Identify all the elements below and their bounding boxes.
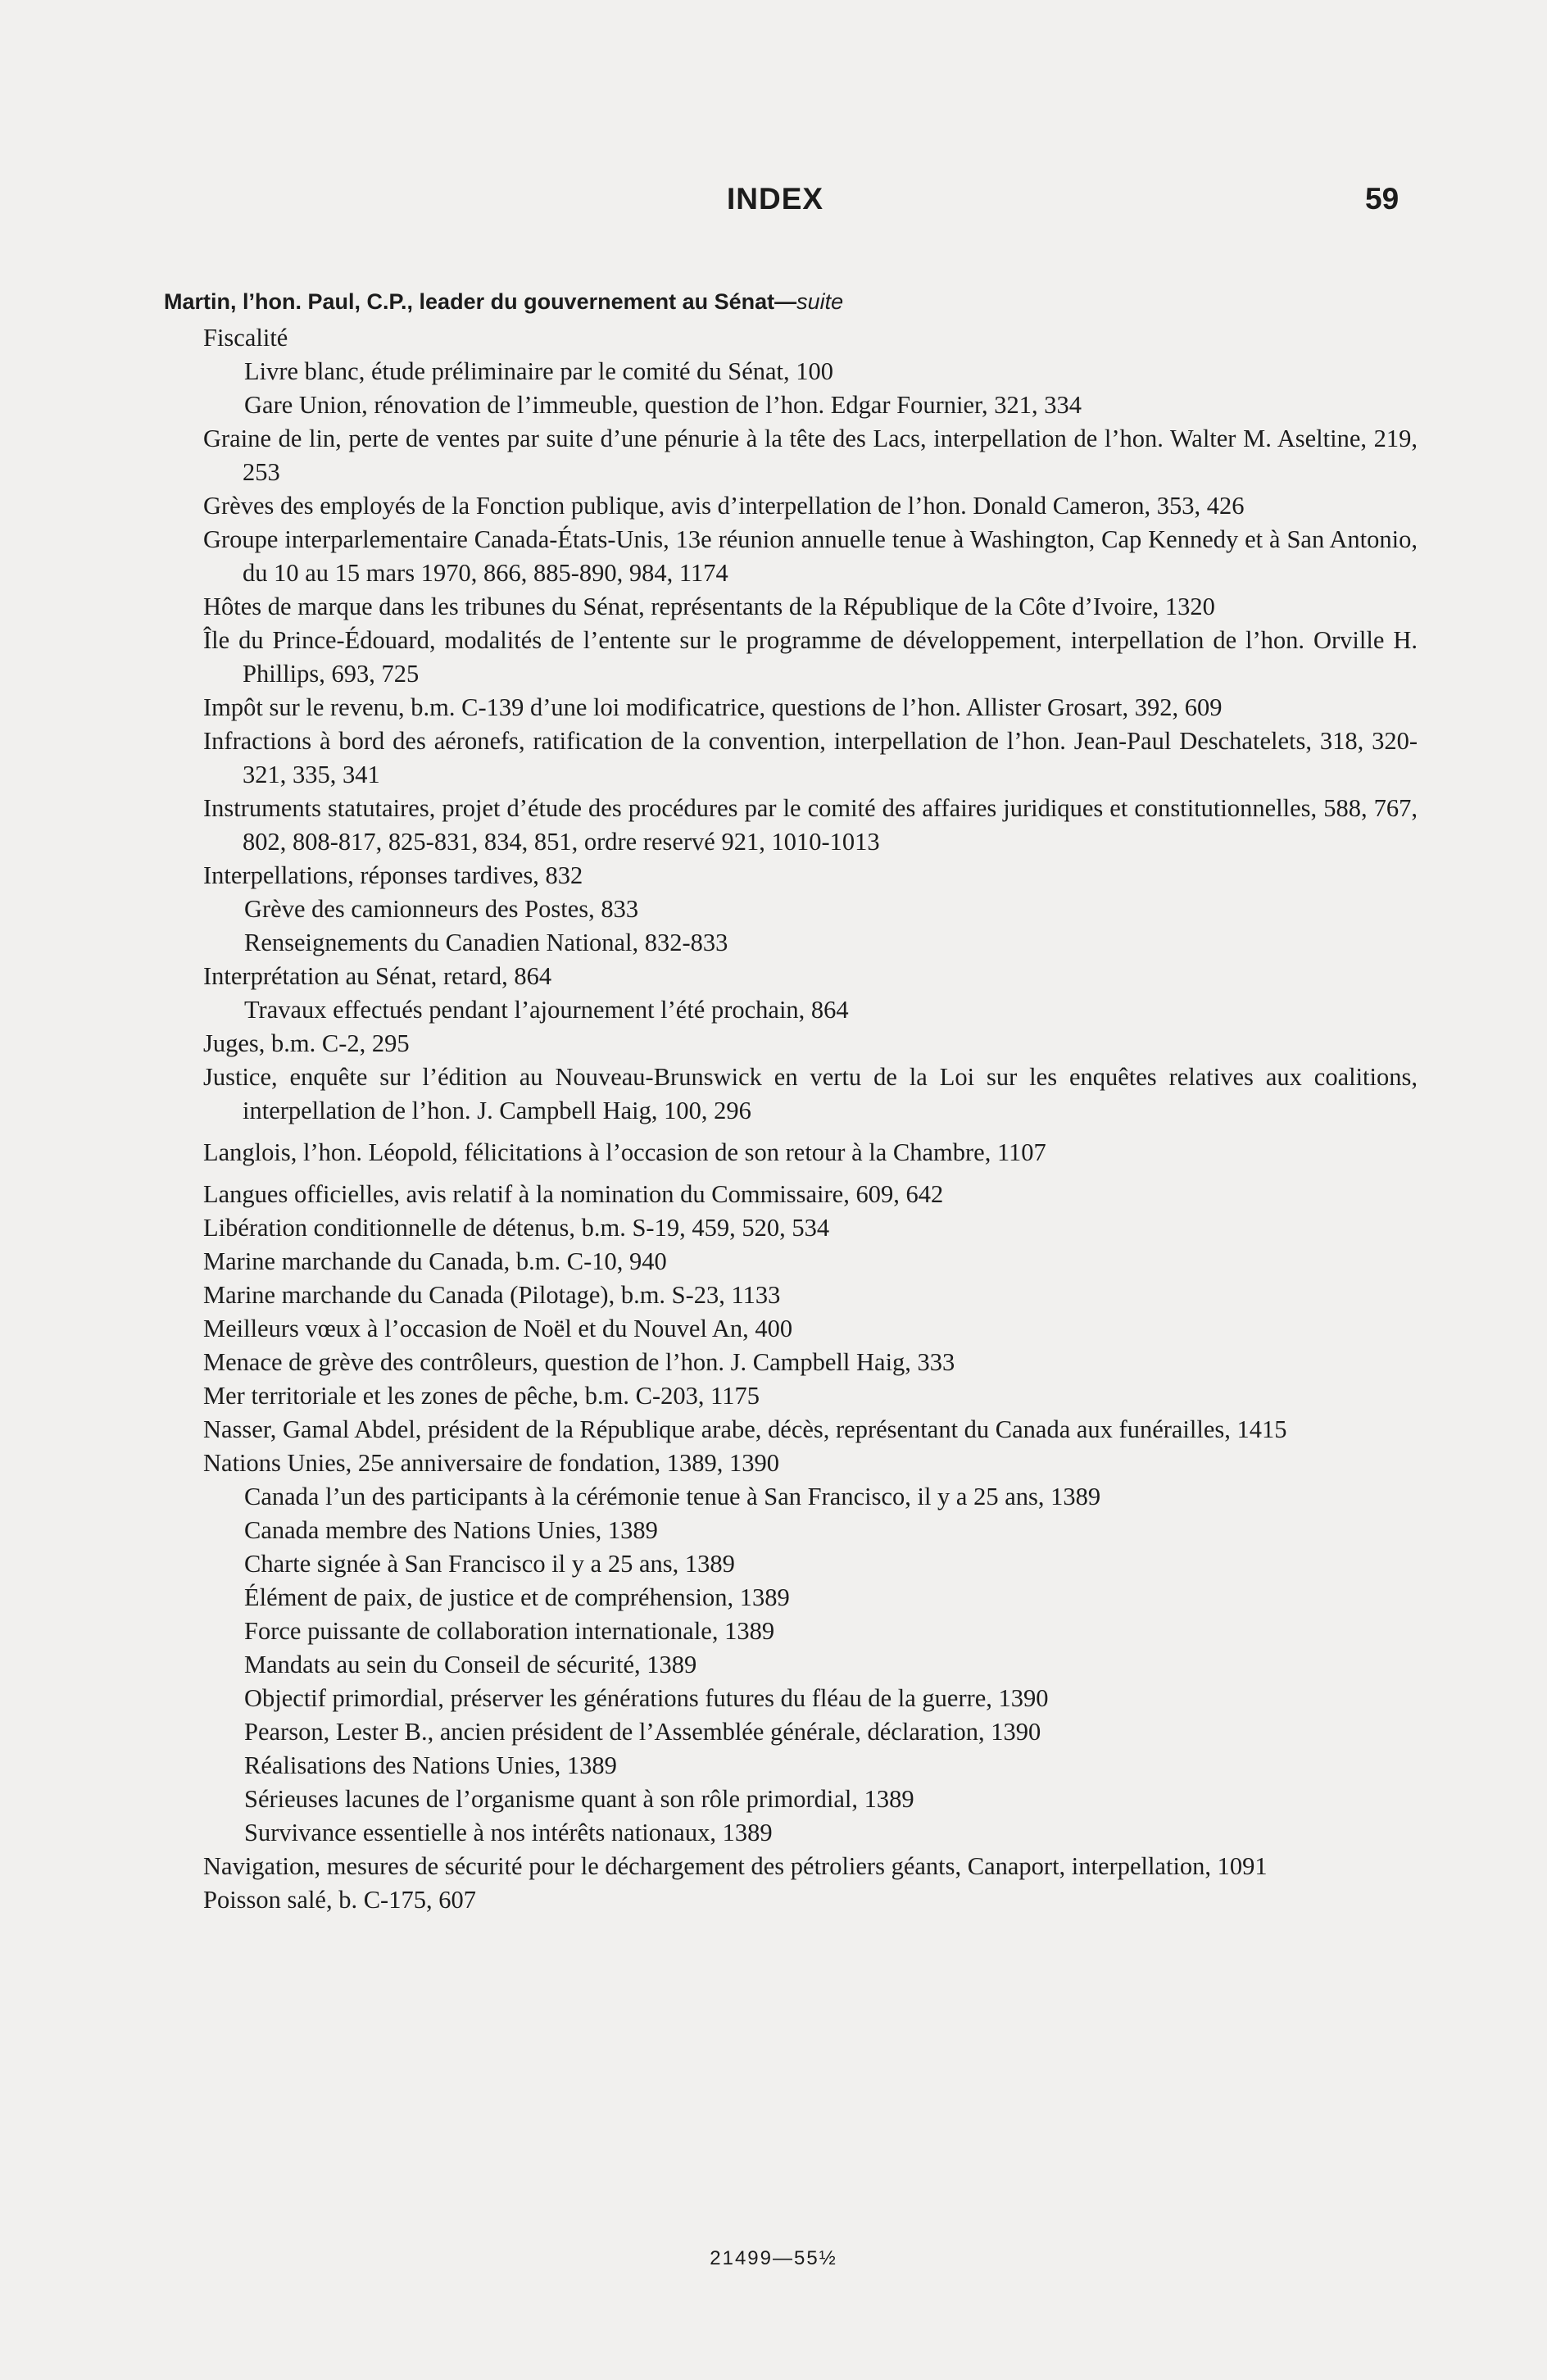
index-subentry: Réalisations des Nations Unies, 1389 — [244, 1751, 617, 1779]
index-entry: Graine de lin, perte de ventes par suite d’une pénurie à la tête des Lacs, interpellation de l’hon. Walter M. Aseltine, 219, 253 — [203, 425, 1418, 486]
index-subentry: Élément de paix, de justice et de compréhension, 1389 — [244, 1583, 790, 1611]
index-entry: Interprétation au Sénat, retard, 864 — [203, 962, 552, 990]
index-subentry: Canada membre des Nations Unies, 1389 — [244, 1516, 658, 1544]
index-entry: Langues officielles, avis relatif à la nomination du Commissaire, 609, 642 — [203, 1180, 944, 1208]
index-entry: Navigation, mesures de sécurité pour le déchargement des pétroliers géants, Canaport, interpellation, 1091 — [203, 1852, 1268, 1880]
index-subentry: Mandats au sein du Conseil de sécurité, 1389 — [244, 1651, 697, 1678]
printer-signature: 21499—55½ — [710, 2247, 837, 2269]
index-subentry: Objectif primordial, préserver les générations futures du fléau de la guerre, 1390 — [244, 1684, 1049, 1712]
index-entry: Marine marchande du Canada, b.m. C-10, 940 — [203, 1247, 667, 1275]
index-body — [164, 285, 1418, 1917]
index-subentry: Charte signée à San Francisco il y a 25 ans, 1389 — [244, 1550, 735, 1578]
index-subentry: Canada l’un des participants à la cérémonie tenue à San Francisco, il y a 25 ans, 1389 — [244, 1483, 1101, 1510]
index-subentry: Livre blanc, étude préliminaire par le comité du Sénat, 100 — [244, 357, 834, 385]
index-entry: Infractions à bord des aéronefs, ratification de la convention, interpellation de l’hon. Jean-Paul Deschatelets, 318, 320-321, 335, 341 — [203, 727, 1418, 788]
index-entry: Nations Unies, 25e anniversaire de fondation, 1389, 1390 — [203, 1449, 780, 1477]
index-entry: Impôt sur le revenu, b.m. C-139 d’une loi modificatrice, questions de l’hon. Allister Grosart, 392, 609 — [203, 693, 1223, 721]
index-entry: Groupe interparlementaire Canada-États-Unis, 13e réunion annuelle tenue à Washington, Cap Kennedy et à San Antonio, du 10 au 15 mars 1970, 866, 885-890, 984, 1174 — [203, 525, 1418, 587]
index-entry: Grèves des employés de la Fonction publique, avis d’interpellation de l’hon. Donald Cameron, 353, 426 — [203, 492, 1245, 520]
index-entry: Fiscalité — [203, 324, 288, 352]
index-subentry: Sérieuses lacunes de l’organisme quant à son rôle primordial, 1389 — [244, 1785, 914, 1813]
index-subentry: Pearson, Lester B., ancien président de l’Assemblée générale, déclaration, 1390 — [244, 1718, 1041, 1746]
heading-suite: suite — [796, 289, 844, 314]
index-subentry: Force puissante de collaboration internationale, 1389 — [244, 1617, 775, 1645]
index-entry: Instruments statutaires, projet d’étude des procédures par le comité des affaires juridiques et constitutionnelles, 588, 767, 802, 808-817, 825-831, 834, 851, ordre reservé 921, 1010-1013 — [203, 794, 1418, 856]
index-subentry: Survivance essentielle à nos intérêts nationaux, 1389 — [244, 1819, 773, 1846]
index-subentry: Grève des camionneurs des Postes, 833 — [244, 895, 639, 923]
index-heading — [164, 285, 1418, 318]
index-entry: Hôtes de marque dans les tribunes du Sénat, représentants de la République de la Côte d’Ivoire, 1320 — [203, 593, 1215, 620]
index-entry: Meilleurs vœux à l’occasion de Noël et du Nouvel An, 400 — [203, 1315, 793, 1342]
index-entry: Langlois, l’hon. Léopold, félicitations à l’occasion de son retour à la Chambre, 1107 — [203, 1138, 1046, 1166]
index-entry: Poisson salé, b. C-175, 607 — [203, 1886, 476, 1914]
index-subentry: Gare Union, rénovation de l’immeuble, question de l’hon. Edgar Fournier, 321, 334 — [244, 391, 1082, 419]
running-title: INDEX — [727, 182, 824, 216]
index-entry-list — [164, 321, 1418, 1917]
index-entry: Nasser, Gamal Abdel, président de la République arabe, décès, représentant du Canada aux funérailles, 1415 — [203, 1415, 1287, 1443]
page-header — [0, 182, 1547, 223]
heading-main: Martin, l’hon. Paul, C.P., leader du gouvernement au Sénat— — [164, 289, 797, 314]
index-subentry: Travaux effectués pendant l’ajournement l’été prochain, 864 — [244, 996, 849, 1024]
index-entry: Libération conditionnelle de détenus, b.m. S-19, 459, 520, 534 — [203, 1214, 830, 1242]
index-entry: Juges, b.m. C-2, 295 — [203, 1029, 410, 1057]
index-subentry: Renseignements du Canadien National, 832-833 — [244, 929, 728, 956]
index-entry: Menace de grève des contrôleurs, question de l’hon. J. Campbell Haig, 333 — [203, 1348, 955, 1376]
page-number: 59 — [1365, 182, 1400, 216]
index-entry: Mer territoriale et les zones de pêche, b.m. C-203, 1175 — [203, 1382, 760, 1410]
index-entry: Île du Prince-Édouard, modalités de l’entente sur le programme de développement, interpellation de l’hon. Orville H. Phillips, 693, 725 — [203, 626, 1418, 688]
index-entry: Interpellations, réponses tardives, 832 — [203, 861, 583, 889]
index-entry: Marine marchande du Canada (Pilotage), b.m. S-23, 1133 — [203, 1281, 781, 1309]
index-entry: Justice, enquête sur l’édition au Nouveau-Brunswick en vertu de la Loi sur les enquêtes relatives aux coalitions, interpellation de l’hon. J. Campbell Haig, 100, 296 — [203, 1063, 1418, 1124]
